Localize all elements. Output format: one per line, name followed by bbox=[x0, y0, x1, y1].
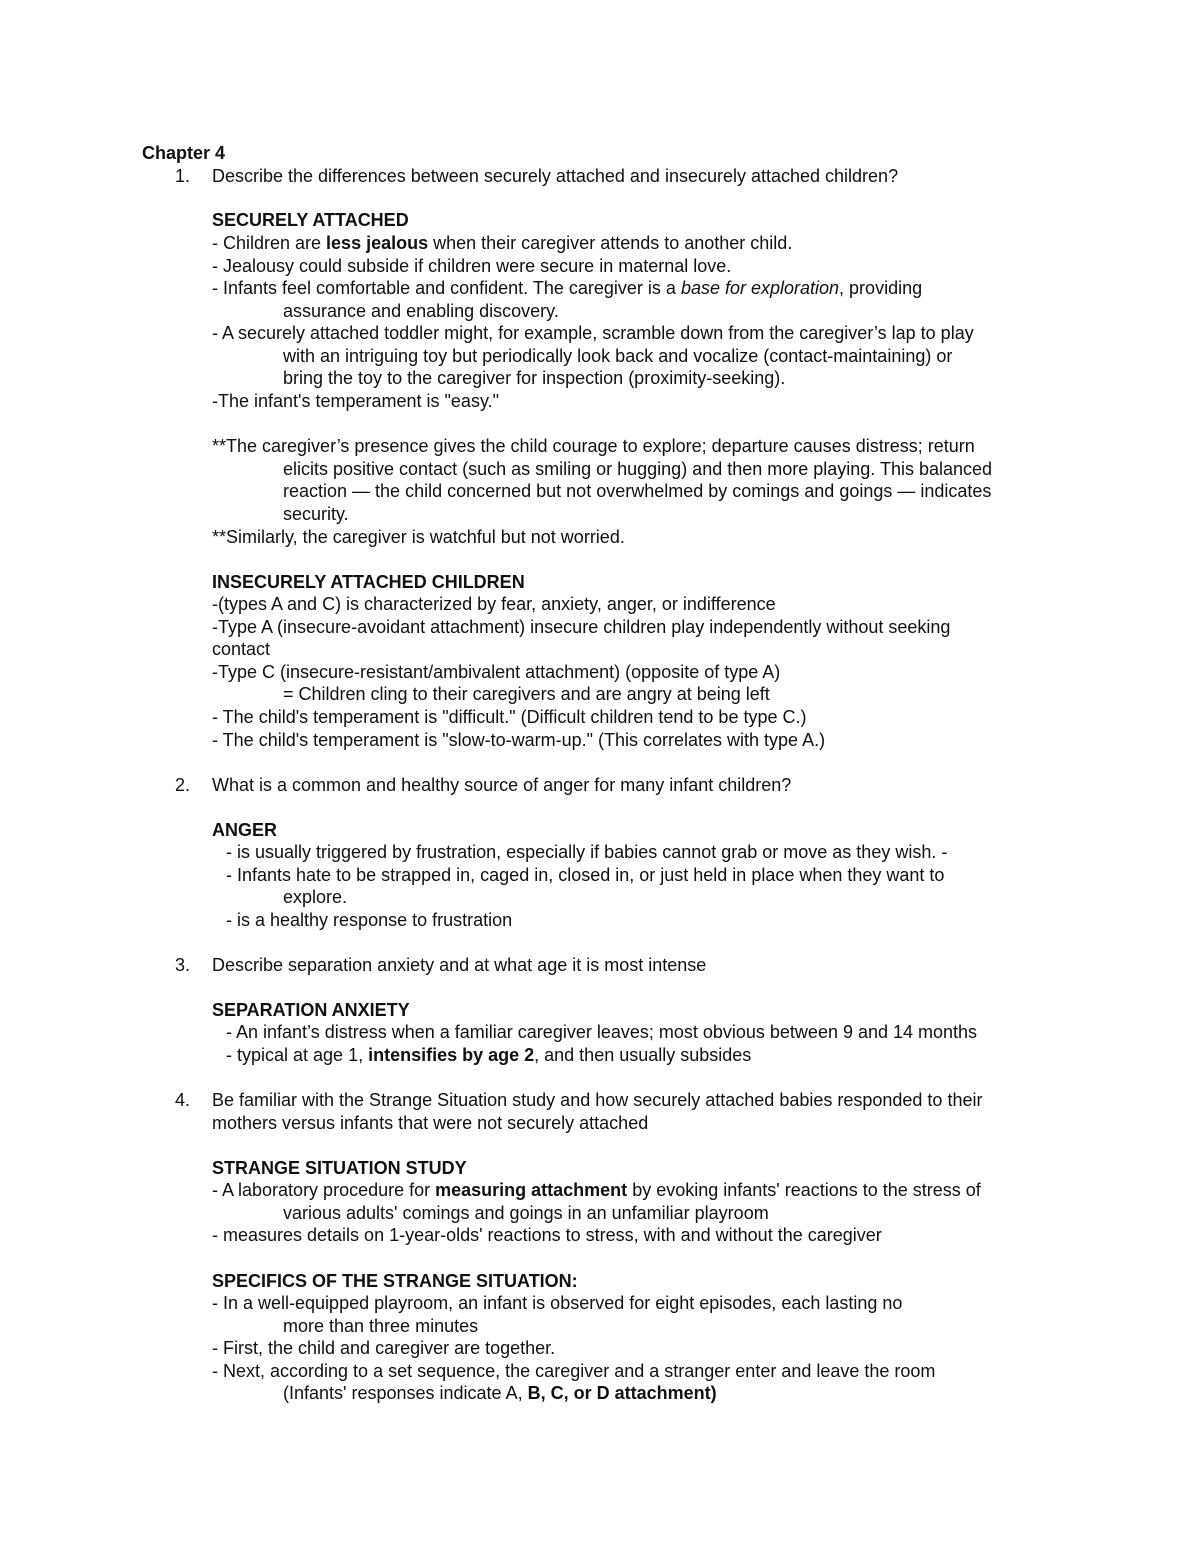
secure-line-1-bold: less jealous bbox=[326, 233, 429, 253]
chapter-title: Chapter 4 bbox=[142, 143, 226, 163]
strange-line-2: - measures details on 1-year-olds' reactions to stress, with and without the caregiver bbox=[212, 1225, 882, 1245]
secure-paragraph-1-cont-2: reaction — the child concerned but not overwhelmed by comings and goings — indicates bbox=[283, 481, 992, 501]
secure-line-3-pre: - Infants feel comfortable and confident. The caregiver is a bbox=[212, 278, 681, 298]
strange-line-1-post: by evoking infants' reactions to the stress of bbox=[627, 1180, 981, 1200]
insecure-heading: INSECURELY ATTACHED CHILDREN bbox=[212, 572, 525, 592]
q4-question: Be familiar with the Strange Situation study and how securely attached babies responded to their bbox=[212, 1090, 983, 1110]
q1-number: 1. bbox=[175, 166, 191, 186]
specifics-line-2: - First, the child and caregiver are together. bbox=[212, 1338, 556, 1358]
secure-line-3-post: , providing bbox=[839, 278, 923, 298]
secure-line-5: -The infant's temperament is "easy." bbox=[212, 391, 499, 411]
secure-paragraph-2: **Similarly, the caregiver is watchful but not worried. bbox=[212, 527, 625, 547]
specifics-line-3-cont-pre: (Infants' responses indicate A, bbox=[283, 1383, 528, 1403]
secure-line-1-pre: - Children are bbox=[212, 233, 327, 253]
strange-line-1-pre: - A laboratory procedure for bbox=[212, 1180, 436, 1200]
separation-line-2-post: , and then usually subsides bbox=[534, 1045, 752, 1065]
q3-number: 3. bbox=[175, 955, 191, 975]
separation-line-1: - An infant’s distress when a familiar caregiver leaves; most obvious between 9 and 14 months bbox=[226, 1022, 978, 1042]
separation-line-2 bbox=[226, 1044, 751, 1067]
separation-heading: SEPARATION ANXIETY bbox=[212, 1000, 410, 1020]
specifics-line-1-cont: more than three minutes bbox=[283, 1316, 479, 1336]
anger-heading: ANGER bbox=[212, 820, 278, 840]
secure-line-4: - A securely attached toddler might, for example, scramble down from the caregiver’s lap to play bbox=[212, 323, 974, 343]
specifics-heading: SPECIFICS OF THE STRANGE SITUATION: bbox=[212, 1271, 578, 1291]
specifics-line-3: - Next, according to a set sequence, the caregiver and a stranger enter and leave the room bbox=[212, 1361, 936, 1381]
secure-line-3 bbox=[212, 277, 922, 300]
insecure-line-4: - The child's temperament is "difficult." (Difficult children tend to be type C.) bbox=[212, 707, 807, 727]
strange-line-1 bbox=[212, 1179, 981, 1202]
specifics-line-3-cont bbox=[283, 1382, 717, 1405]
q1-question: Describe the differences between securely attached and insecurely attached children? bbox=[212, 166, 899, 186]
separation-line-2-pre: - typical at age 1, bbox=[226, 1045, 369, 1065]
anger-line-2: - Infants hate to be strapped in, caged in, closed in, or just held in place when they want to bbox=[226, 865, 945, 885]
anger-line-1: - is usually triggered by frustration, especially if babies cannot grab or move as they wish. - bbox=[226, 842, 948, 862]
insecure-line-5: - The child's temperament is "slow-to-warm-up." (This correlates with type A.) bbox=[212, 730, 826, 750]
secure-line-2: - Jealousy could subside if children were secure in maternal love. bbox=[212, 256, 732, 276]
secure-line-4-cont-2: bring the toy to the caregiver for inspection (proximity-seeking). bbox=[283, 368, 786, 388]
strange-situation-heading: STRANGE SITUATION STUDY bbox=[212, 1158, 467, 1178]
secure-line-3-italic: base for exploration bbox=[680, 278, 840, 298]
strange-line-1-cont: various adults' comings and goings in an unfamiliar playroom bbox=[283, 1203, 769, 1223]
q2-question: What is a common and healthy source of anger for many infant children? bbox=[212, 775, 792, 795]
insecure-line-3-cont: = Children cling to their caregivers and are angry at being left bbox=[283, 684, 770, 704]
insecure-line-1: -(types A and C) is characterized by fear, anxiety, anger, or indifference bbox=[212, 594, 776, 614]
specifics-line-1: - In a well-equipped playroom, an infant is observed for eight episodes, each lasting no bbox=[212, 1293, 903, 1313]
q3-question: Describe separation anxiety and at what age it is most intense bbox=[212, 955, 707, 975]
insecure-line-2: -Type A (insecure-avoidant attachment) insecure children play independently without seeking bbox=[212, 617, 951, 637]
secure-paragraph-1-cont-3: security. bbox=[283, 504, 349, 524]
anger-line-3: - is a healthy response to frustration bbox=[226, 910, 513, 930]
q2-number: 2. bbox=[175, 775, 191, 795]
separation-line-2-bold: intensifies by age 2 bbox=[368, 1045, 535, 1065]
specifics-line-3-cont-bold: B, C, or D attachment) bbox=[527, 1383, 717, 1403]
secure-line-4-cont-1: with an intriguing toy but periodically look back and vocalize (contact-maintaining) or bbox=[283, 346, 953, 366]
secure-line-3-cont: assurance and enabling discovery. bbox=[283, 301, 559, 321]
insecure-line-2-cont: contact bbox=[212, 639, 271, 659]
secure-paragraph-1: **The caregiver’s presence gives the child courage to explore; departure causes distress; return bbox=[212, 436, 975, 456]
strange-line-1-bold: measuring attachment bbox=[435, 1180, 628, 1200]
secure-line-1 bbox=[212, 232, 792, 255]
secure-line-1-post: when their caregiver attends to another child. bbox=[428, 233, 793, 253]
anger-line-2-cont: explore. bbox=[283, 887, 348, 907]
q4-question-cont: mothers versus infants that were not securely attached bbox=[212, 1113, 649, 1133]
secure-paragraph-1-cont-1: elicits positive contact (such as smiling or hugging) and then more playing. This balanced bbox=[283, 459, 993, 479]
q4-number: 4. bbox=[175, 1090, 191, 1110]
secure-heading: SECURELY ATTACHED bbox=[212, 210, 409, 230]
insecure-line-3: -Type C (insecure-resistant/ambivalent attachment) (opposite of type A) bbox=[212, 662, 781, 682]
